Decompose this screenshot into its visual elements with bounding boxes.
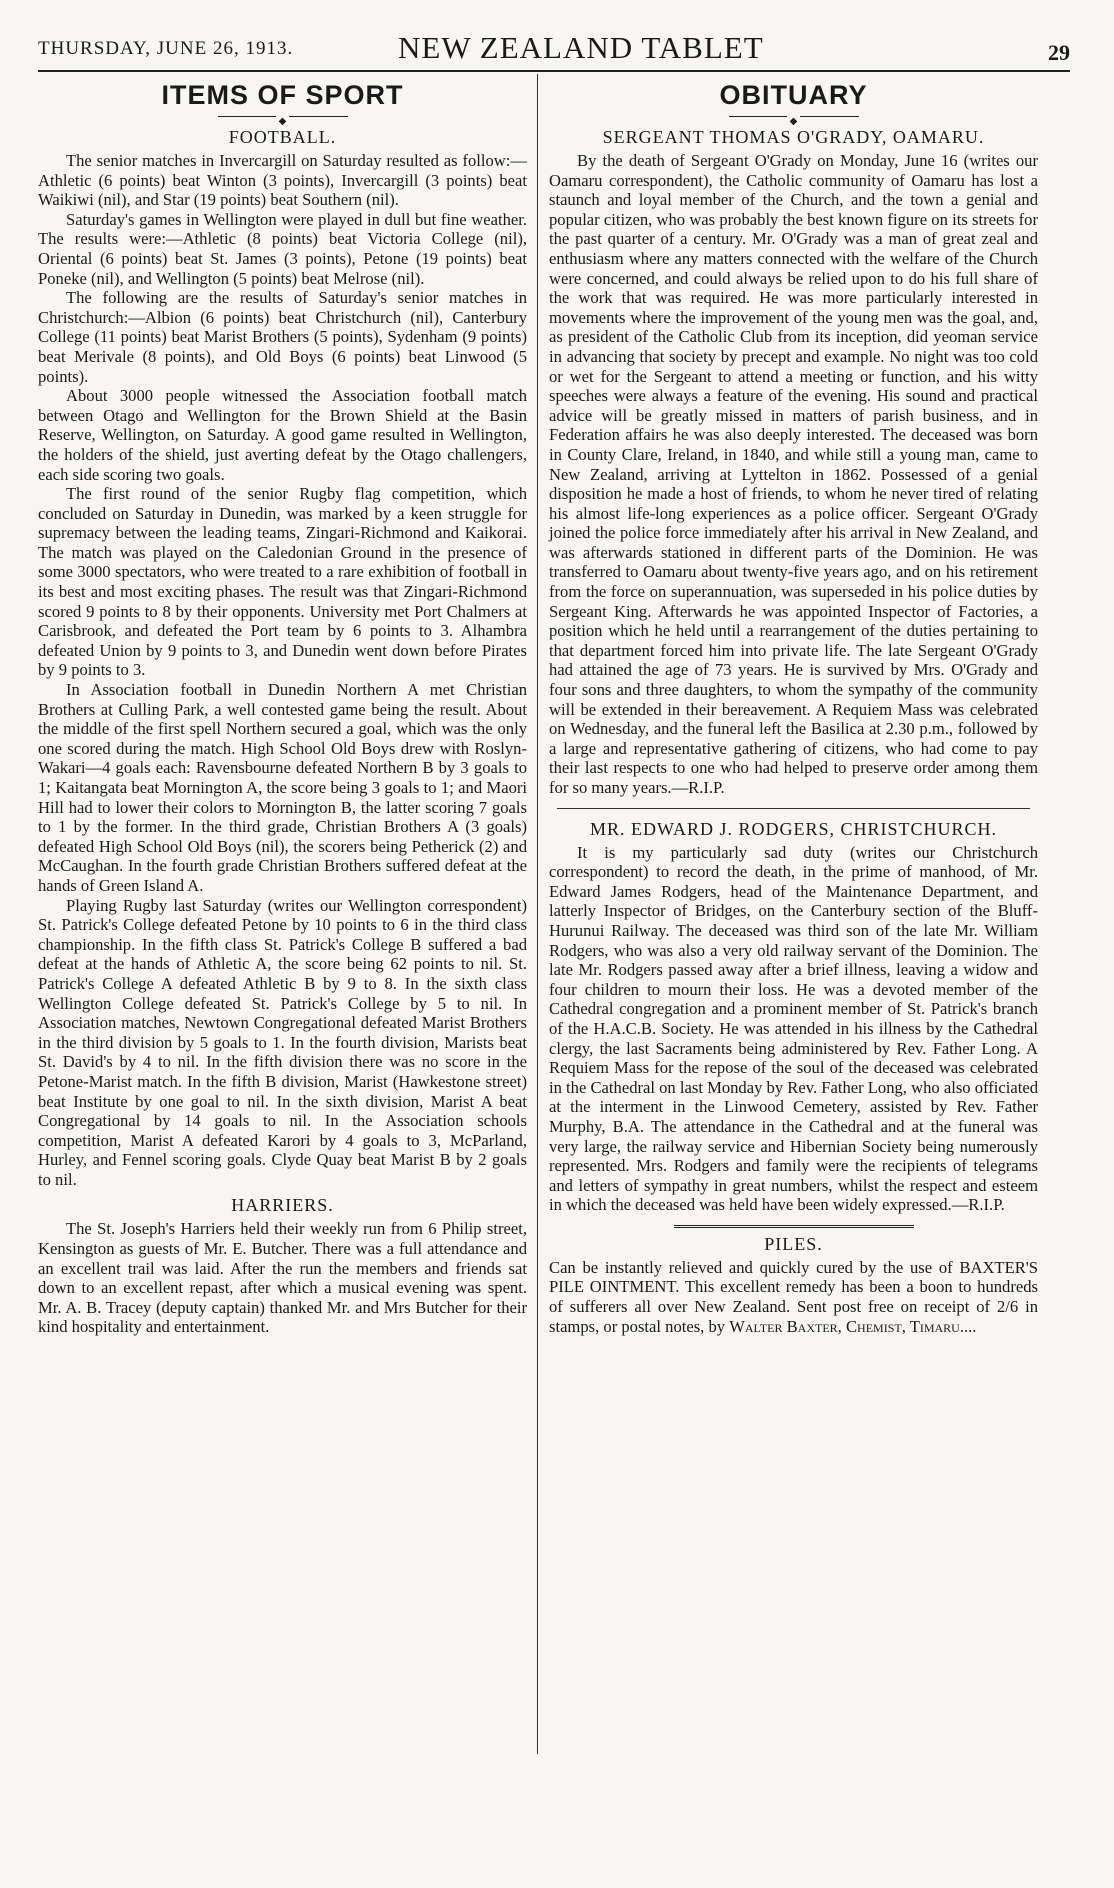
- ogrady-article: [549, 151, 1038, 798]
- columns: [38, 74, 1070, 1874]
- page-number: 29: [1048, 40, 1070, 65]
- paragraph: Playing Rugby last Saturday (writes our Wellington correspondent) St. Patrick's College defeated Petone by 10 points to 6 in the third class championship. In the fifth class St. Patrick's College B suffered a bad defeat at the hands of Athletic A, the score being 62 points to nil. St. Patrick's College A defeated Athletic B by 9 to 8. In the sixth class Wellington College defeated St. Patrick's College by 5 to nil. In Association matches, Newtown Congregational defeated Marist Brothers in the third division by 5 goals to 1. In the fourth division, Marists beat St. David's by 4 to nil. In the fifth division there was no score in the Petone-Marist match. In the fifth B division, Marist (Hawkestone street) beat Institute by one goal to nil. In the sixth division, Marist A beat Congregational by 14 goals to nil. In the Association schools competition, Marist A defeated Karori by 4 goals to 3, McParland, Hurley, and Fennel scoring goals. Clyde Quay beat Marist B by 2 goals to nil.: [38, 895, 527, 1189]
- advert-text: [549, 1258, 1038, 1336]
- issue-date: THURSDAY, JUNE 26, 1913.: [38, 38, 294, 59]
- football-article: [38, 151, 527, 1189]
- harriers-article: [38, 1219, 527, 1337]
- harriers-heading: HARRIERS.: [231, 1195, 334, 1216]
- publication-title: NEW ZEALAND TABLET: [398, 30, 764, 65]
- paragraph: By the death of Sergeant O'Grady on Monday, June 16 (writes our Oamaru correspondent), the Catholic community of Oamaru has lost a staunch and loyal member of the Church, and the town a genial and popular citizen, who was probably the best known figure on its streets for the past quarter of a century. Mr. O'Grady was a man of great zeal and enthusiasm where any matters connected with the welfare of the Church were concerned, and could always be relied upon to do his full share of the work that was required. He was more particularly interested in movements where the improvement of the young men was the goal, and, as president of the Catholic Club from its inception, did yeoman service in advancing that society by precept and example. No night was too cold or wet for the Sergeant to attend a meeting or function, and his witty speeches were always a feature of the evening. His sound and practical advice will be greatly missed in matters of parish business, and in Federation affairs he was also deeply interested. The deceased was born in County Clare, Ireland, in 1840, and while still a young man, came to New Zealand, arriving at Lyttelton in 1862. Possessed of a genial disposition he made a host of friends, to whom he never tired of relating his almost life-long experiences as a police officer. Sergeant O'Grady joined the police force immediately after his arrival in New Zealand, and was afterwards stationed in different parts of the Dominion. He was transferred to Oamaru about twenty-five years ago, and on his retirement from the force on superannuation, was superseded in his police duties by Sergeant King. Afterwards he was appointed Inspector of Factories, a position which he held until a rearrangement of the duties pertaining to that department forced him into private life. The late Sergeant O'Grady had attained the age of 73 years. He is survived by Mrs. O'Grady and four sons and three daughters, to whom the sympathy of the community will be extended in their bereavement. A Requiem Mass was celebrated on Wednesday, and the funeral left the Basilica at 2.30 p.m., followed by a large and representative gathering of citizens, who had come to pay their last respects to one who had helped to preserve order among them for so many years.—R.I.P.: [549, 151, 1038, 797]
- rodgers-article: [549, 843, 1038, 1215]
- sports-heading: ITEMS OF SPORT: [161, 80, 404, 110]
- column-left: [38, 74, 527, 1337]
- advert-body: Can be instantly relieved and quickly cured by the use of BAXTER'S PILE OINTMENT. This excellent remedy has been a boon to hundreds of sufferers all over New Zealand. Sent post free on receipt of 2/6 in stamps, or postal notes, by: [549, 1257, 1038, 1336]
- diamond-icon: ◆: [787, 116, 801, 127]
- rodgers-heading: MR. EDWARD J. RODGERS, CHRISTCHURCH.: [589, 818, 998, 839]
- piles-heading: PILES.: [764, 1233, 823, 1254]
- masthead: [38, 28, 1070, 72]
- column-divider: [537, 74, 538, 1754]
- paragraph: Saturday's games in Wellington were played in dull but fine weather. The results were:—Athletic (8 points) beat Victoria College (nil), Oriental (6 points) beat St. James (3 points), Petone (19 points) beat Poneke (nil), and Wellington (5 points) beat Melrose (nil).: [38, 209, 527, 288]
- paragraph: About 3000 people witnessed the Association football match between Otago and Wellington for the Brown Shield at the Basin Reserve, Wellington, on Saturday. A good game resulted in Wellington, the holders of the shield, just averting defeat by the Otago challengers, each side scoring two goals.: [38, 386, 527, 484]
- ogrady-heading: SERGEANT THOMAS O'GRADY, OAMARU.: [602, 127, 985, 147]
- paragraph: The St. Joseph's Harriers held their weekly run from 6 Philip street, Kensington as guests of Mr. E. Butcher. There was a full attendance and an excellent trail was laid. After the run the members and friends sat down to an excellent repast, after which a musical evening was spent. Mr. A. B. Tracey (deputy captain) thanked Mr. and Mrs Butcher for their kind hospitality and entertainment.: [38, 1219, 527, 1337]
- diamond-icon: ◆: [276, 116, 290, 127]
- paragraph: The following are the results of Saturday's senior matches in Christchurch:—Albion (6 points) beat Christchurch (nil), Canterbury College (11 points) beat Marist Brothers (5 points), Sydenham (9 points) beat Merivale (8 points), and Old Boys (6 points) beat Linwood (5 points).: [38, 288, 527, 386]
- paragraph: The first round of the senior Rugby flag competition, which concluded on Saturday in Dunedin, was marked by a keen struggle for supremacy between the leading teams, Zingari-Richmond and Kaikorai. The match was played on the Caledonian Ground in the presence of some 3000 spectators, who were treated to a rare exhibition of football in its best and most exciting phases. The result was that Zingari-Richmond scored 9 points to 8 by their opponents. University met Port Chalmers at Carisbrook, and defeated the Port team by 6 points to 3. Alhambra defeated Union by 9 points to 3, and Dunedin went down before Pirates by 9 points to 3.: [38, 484, 527, 680]
- ornament-rule: [729, 111, 859, 127]
- paragraph: The senior matches in Invercargill on Saturday resulted as follow:—Athletic (6 points) beat Winton (3 points), Invercargill (3 points) beat Waikiwi (nil), and Star (19 points) beat Southern (nil).: [38, 151, 527, 210]
- ornament-rule: [218, 111, 348, 127]
- football-heading: FOOTBALL.: [228, 127, 337, 147]
- article-separator: [557, 808, 1030, 809]
- advert-separator: [674, 1225, 914, 1228]
- column-right: [549, 74, 1038, 1336]
- advert-signature: Walter Baxter, Chemist, Timaru....: [729, 1316, 977, 1336]
- piles-advert: [549, 1258, 1038, 1336]
- paragraph: It is my particularly sad duty (writes our Christchurch correspondent) to record the death, in the prime of manhood, of Mr. Edward James Rodgers, head of the Maintenance Department, and latterly Inspector of Bridges, on the Canterbury section of the Bluff-Hurunui Railway. The deceased was third son of the late Mr. William Rodgers, who was also a very old railway servant of the Dominion. The late Mr. Rodgers passed away after a brief illness, leaving a widow and four children to mourn their loss. He was a devoted member of the Cathedral congregation and a prominent member of St. Patrick's branch of the H.A.C.B. Society. He was attended in his illness by the Cathedral clergy, the last Sacraments being administered by Rev. Father Long. A Requiem Mass for the repose of the soul of the deceased was celebrated in the Cathedral on last Monday by Rev. Father Long, who also officiated at the interment in the Linwood Cemetery, assisted by Rev. Father Murphy, B.A. The attendance in the Cathedral and at the funeral was very large, the railway service and Hibernian Society being numerously represented. Mrs. Rodgers and family were the recipients of telegrams and letters of sympathy in great numbers, whilst the respect and esteem in which the deceased was held have been widely expressed.—R.I.P.: [549, 842, 1038, 1215]
- obituary-heading: OBITUARY: [719, 80, 868, 110]
- paragraph: In Association football in Dunedin Northern A met Christian Brothers at Culling Park, a well contested game being the result. About the middle of the first spell Northern secured a goal, which was the only one scored during the match. High School Old Boys drew with Roslyn-Wakari—4 goals each: Ravensbourne defeated Northern B by 3 goals to 1; Kaitangata beat Mornington A, the score being 3 goals to 1; and Maori Hill had to lower their colors to Mornington B, the latter scoring 7 goals to 1 by the former. In the third grade, Christian Brothers A (3 goals) defeated High School Old Boys (nil), the scorers being Petherick (2) and McCaughan. In the fourth grade Christian Brothers suffered defeat at the hands of Green Island A.: [38, 680, 527, 895]
